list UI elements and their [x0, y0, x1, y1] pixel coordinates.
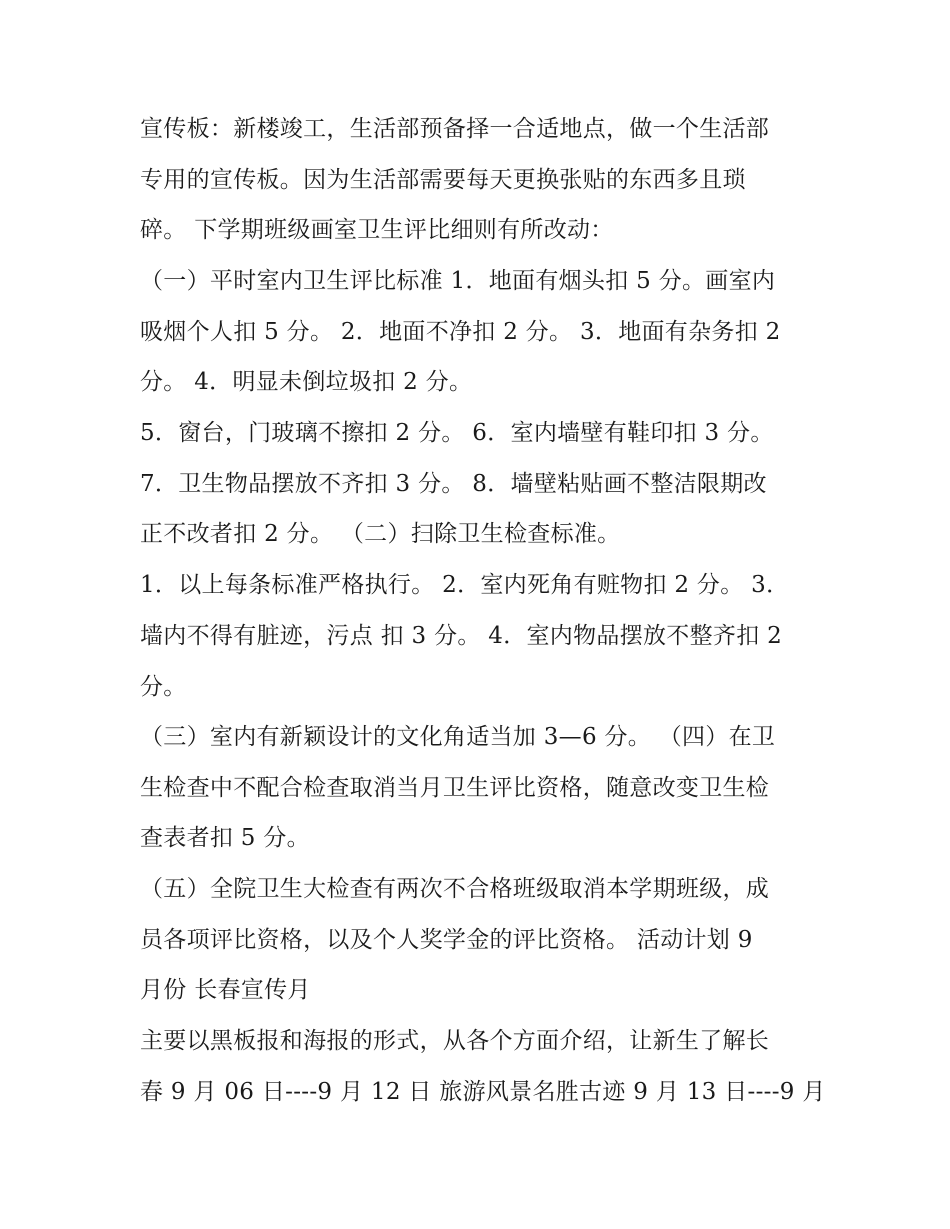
- text-line: 生检查中不配合检查取消当月卫生评比资格，随意改变卫生检: [140, 775, 770, 801]
- text-line: 宣传板：新楼竣工，生活部预备择一合适地点，做一个生活部: [140, 116, 770, 142]
- text-line: 5．窗台，门玻璃不擦扣 2 分。 6．室内墙壁有鞋印扣 3 分。: [140, 420, 774, 446]
- text-line: 主要以黑板报和海报的形式，从各个方面介绍，让新生了解长: [140, 1028, 770, 1054]
- text-line: 员各项评比资格，以及个人奖学金的评比资格。 活动计划 9: [140, 927, 753, 953]
- text-line: 查表者扣 5 分。: [140, 825, 310, 851]
- text-line: 正不改者扣 2 分。 （二）扫除卫生检查标准。: [140, 521, 621, 547]
- text-line: 分。 4．明显未倒垃圾扣 2 分。: [140, 369, 473, 395]
- text-line: 7．卫生物品摆放不齐扣 3 分。 8．墙壁粘贴画不整洁限期改: [140, 471, 767, 497]
- text-line: 碎。 下学期班级画室卫生评比细则有所改动：: [140, 217, 614, 243]
- text-line: 专用的宣传板。因为生活部需要每天更换张贴的东西多且琐: [140, 167, 746, 193]
- text-line: （一）平时室内卫生评比标准 1．地面有烟头扣 5 分。画室内: [140, 268, 776, 294]
- text-line: （五）全院卫生大检查有两次不合格班级取消本学期班级，成: [140, 876, 770, 902]
- text-line: 墙内不得有脏迹，污点 扣 3 分。 4．室内物品摆放不整齐扣 2: [140, 623, 783, 649]
- text-line: （三）室内有新颖设计的文化角适当加 3—6 分。 （四）在卫: [140, 724, 776, 750]
- text-line: 月份 长春宣传月: [140, 977, 311, 1003]
- text-line: 春 9 月 06 日----9 月 12 日 旅游风景名胜古迹 9 月 13 日----9 月: [140, 1079, 826, 1105]
- text-line: 1．以上每条标准严格执行。 2．室内死角有赃物扣 2 分。 3．: [140, 572, 790, 598]
- text-line: 吸烟个人扣 5 分。 2．地面不净扣 2 分。 3．地面有杂务扣 2: [140, 319, 781, 345]
- text-line: 分。: [140, 674, 187, 700]
